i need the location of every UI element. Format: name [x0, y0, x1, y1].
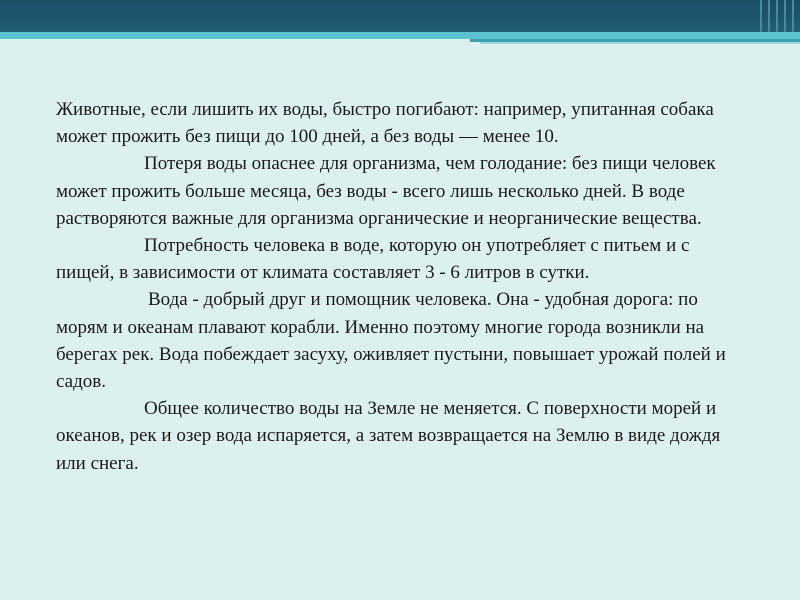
paragraph-2: Потеря воды опаснее для организма, чем голодание: без пищи человек может прожить больше месяца, без воды - всего лишь несколько дней. В воде растворяются важные для организма органические и неорганические вещества.: [56, 153, 716, 229]
slide-body-text: [56, 96, 746, 477]
header-stripe-highlight: [480, 42, 800, 44]
paragraph-5: Общее количество воды на Земле не меняется. С поверхности морей и океанов, рек и озер вода испаряется, а затем возвращается на Землю в виде дождя или снега.: [56, 398, 721, 474]
paragraph-4: Вода - добрый друг и помощник человека. Она - удобная дорога: по морям и океанам плавают корабли. Именно поэтому многие города возникли на берегах рек. Вода побеждает засуху, оживляет пустыни, повышает урожай полей и садов.: [56, 289, 726, 393]
header-band: [0, 0, 800, 32]
paragraph-1: Животные, если лишить их воды, быстро погибают: например, упитанная собака может прожить без пищи до 100 дней, а без воды — менее 10.: [56, 99, 714, 148]
header-stripe: [0, 32, 800, 39]
paragraph-3: Потребность человека в воде, которую он употребляет с питьем и с пищей, в зависимости от климата составляет 3 - 6 литров в сутки.: [56, 235, 690, 284]
header-decoration: [756, 0, 800, 32]
